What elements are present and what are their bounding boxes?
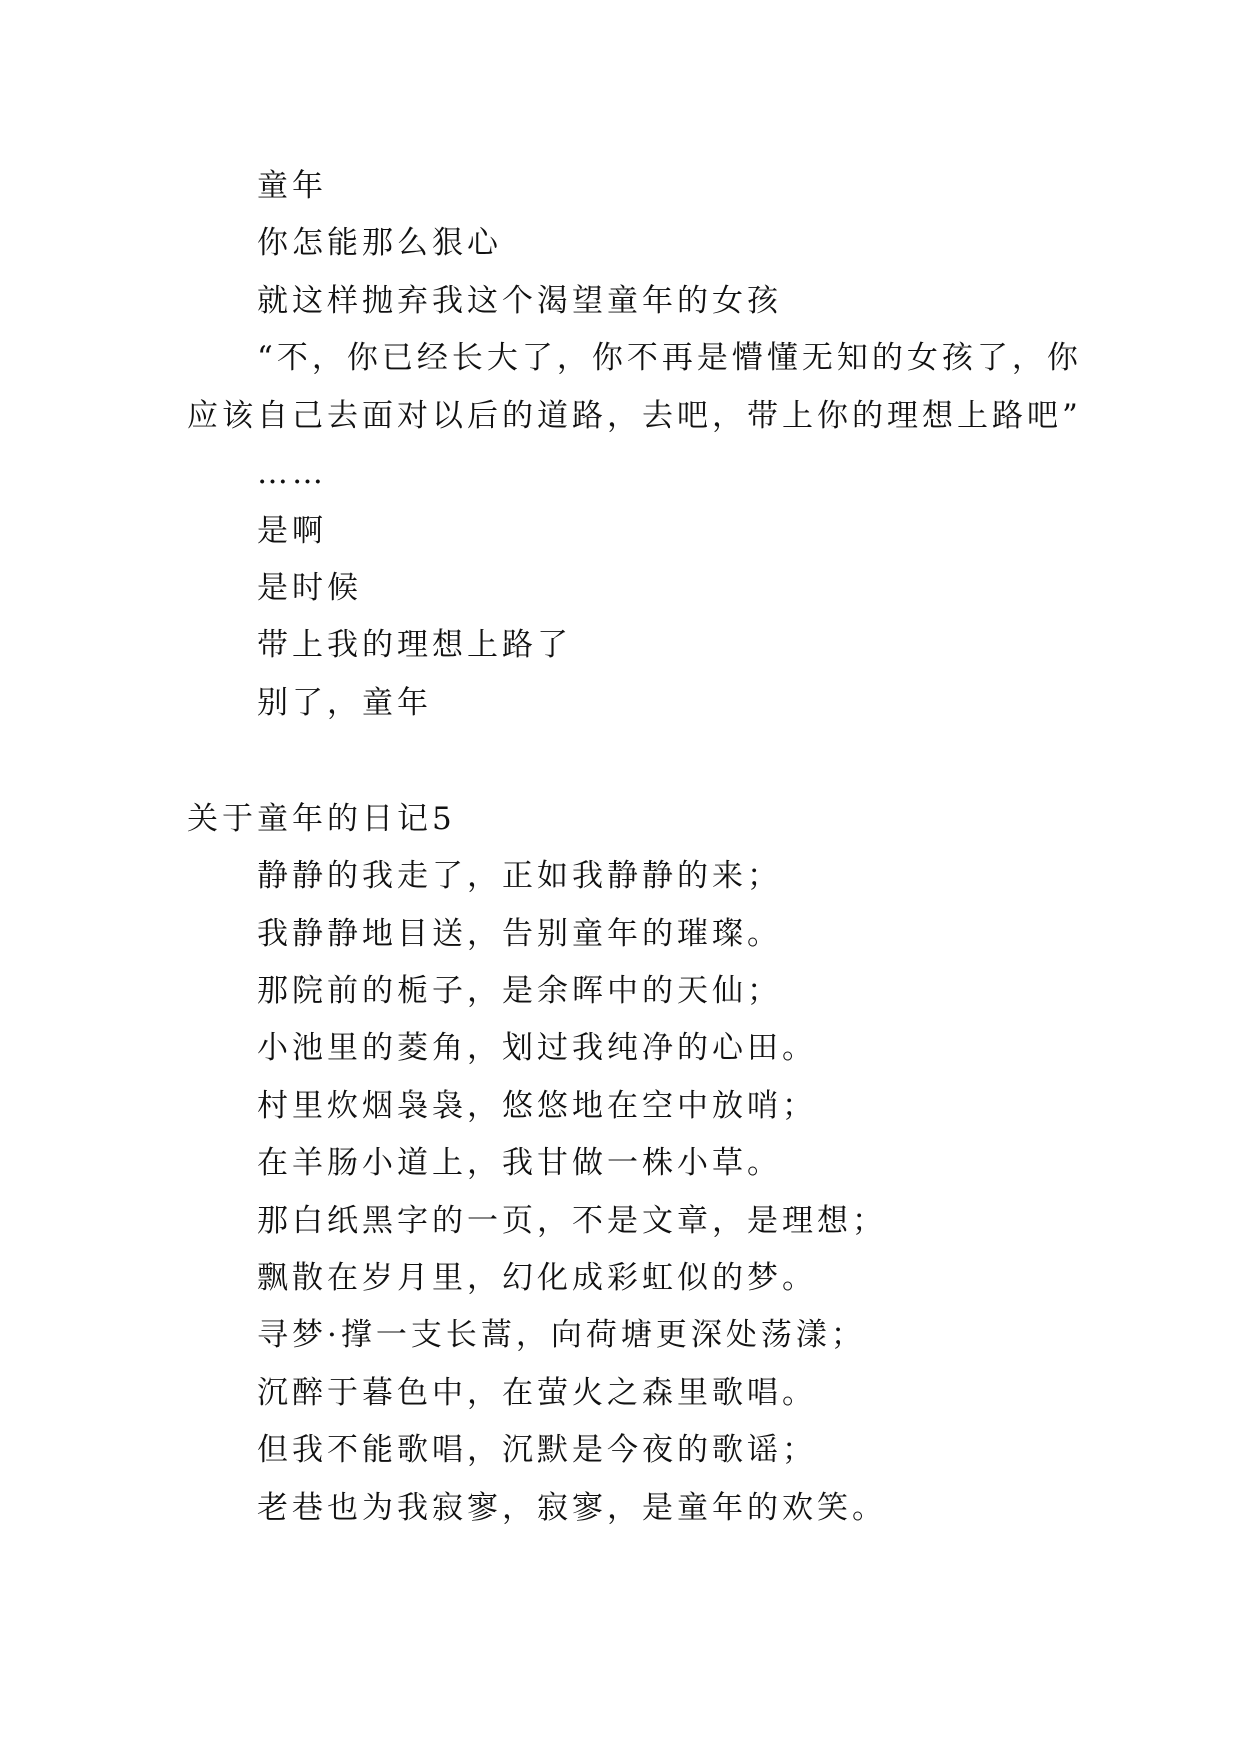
- poem-line: 应该自己去面对以后的道路，去吧，带上你的理想上路吧”: [187, 398, 1082, 434]
- poem-line: 那白纸黑字的一页，不是文章，是理想；: [257, 1203, 887, 1239]
- poem-line: 就这样抛弃我这个渴望童年的女孩: [257, 283, 782, 319]
- section-heading: 关于童年的日记5: [187, 801, 456, 837]
- poem-line: 那院前的栀子，是余晖中的天仙；: [257, 973, 782, 1009]
- poem-line: 带上我的理想上路了: [257, 627, 572, 663]
- poem-line: 静静的我走了，正如我静静的来；: [257, 858, 782, 894]
- poem-line: 村里炊烟袅袅，悠悠地在空中放哨；: [257, 1088, 817, 1124]
- poem-line: 沉醉于暮色中，在萤火之森里歌唱。: [257, 1375, 817, 1411]
- poem-line: 老巷也为我寂寥，寂寥，是童年的欢笑。: [257, 1490, 887, 1526]
- poem-line: “不，你已经长大了，你不再是懵懂无知的女孩了，你: [257, 340, 1082, 376]
- poem-line: 小池里的菱角，划过我纯净的心田。: [257, 1030, 817, 1066]
- poem-line: 别了，童年: [257, 685, 432, 721]
- poem-line: 是啊: [257, 513, 327, 549]
- poem-line: 是时候: [257, 570, 362, 606]
- poem-line: 飘散在岁月里，幻化成彩虹似的梦。: [257, 1260, 817, 1296]
- poem-line: 童年: [257, 168, 327, 204]
- poem-line: 但我不能歌唱，沉默是今夜的歌谣；: [257, 1432, 817, 1468]
- poem-line: 寻梦·撑一支长蒿，向荷塘更深处荡漾；: [257, 1317, 866, 1353]
- poem-line: 在羊肠小道上，我甘做一株小草。: [257, 1145, 782, 1181]
- poem-line: 我静静地目送，告别童年的璀璨。: [257, 916, 782, 952]
- ellipsis-line: ……: [257, 455, 327, 491]
- poem-line: 你怎能那么狠心: [257, 225, 502, 261]
